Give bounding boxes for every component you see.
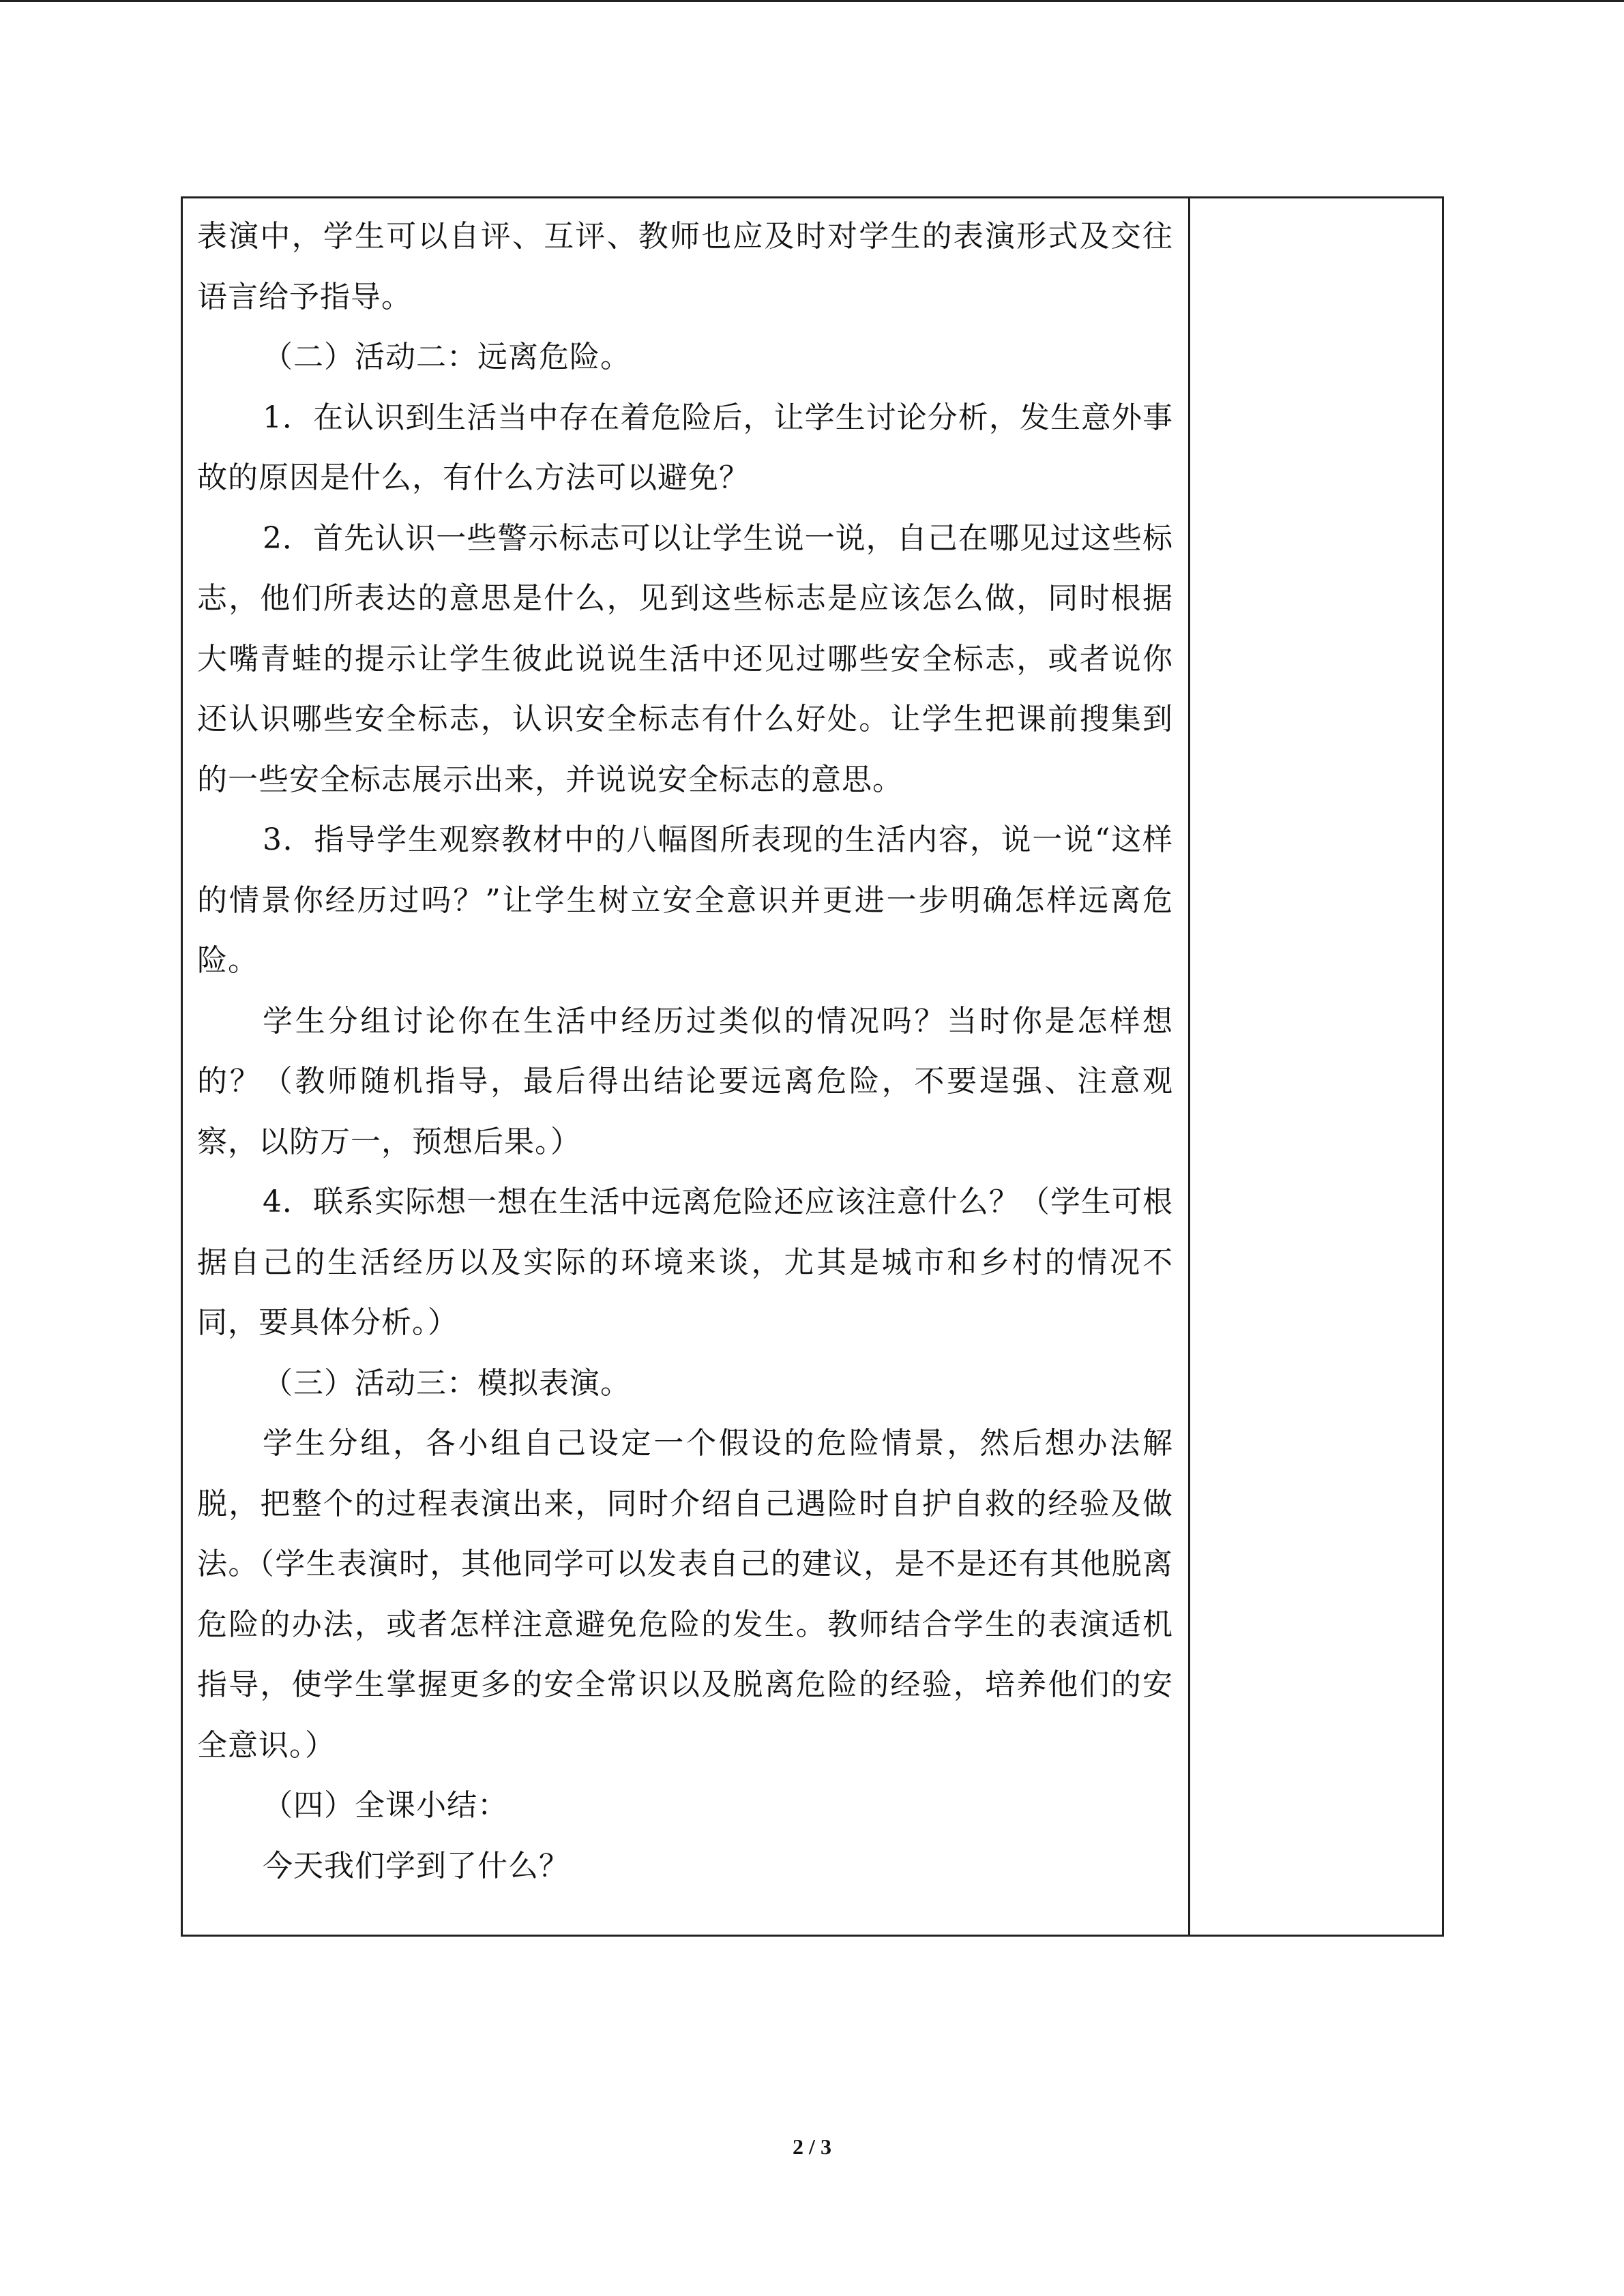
paragraph-activity-two-heading: （二）活动二：远离危险。 <box>263 340 631 374</box>
paragraph-step-1: 1．在认识到生活当中存在着危险后，让学生讨论分析，发生意外事故的原因是什么，有什么方法可以避免？ <box>197 400 1173 495</box>
lesson-plan-table <box>181 196 1444 1937</box>
paragraph-activity-three-heading: （三）活动三：模拟表演。 <box>263 1365 631 1401</box>
paragraph-step-2: 2．首先认识一些警示标志可以让学生说一说，自己在哪见过这些标志，他们所表达的意思是什么，见到这些标志是应该怎么做，同时根据大嘴青蛙的提示让学生彼此说说生活中还见过哪些安全标志，或者说你还认识哪些安全标志，认识安全标志有什么好处。让学生把课前搜集到的一些安全标志展示出来，并说说安全标志的意思。 <box>197 520 1173 797</box>
paragraph-step-3: 3．指导学生观察教材中的八幅图所表现的生活内容，说一说“这样的情景你经历过吗？”让学生树立安全意识并更进一步明确怎样远离危险。 <box>197 822 1173 978</box>
paragraph-intro: 表演中，学生可以自评、互评、教师也应及时对学生的表演形式及交往语言给予指导。 <box>197 219 1173 314</box>
lesson-content-cell <box>183 198 1190 1935</box>
paragraph-simulation: 学生分组，各小组自己设定一个假设的危险情景，然后想办法解脱，把整个的过程表演出来，同时介绍自己遇险时自护自救的经验及做法。（学生表演时，其他同学可以发表自己的建议，是不是还有其他脱离危险的办法，或者怎样注意避免危险的发生。教师结合学生的表演适机指导，使学生掌握更多的安全常识以及脱离危险的经验，培养他们的安全意识。） <box>197 1426 1173 1763</box>
paragraph-summary-question: 今天我们学到了什么？ <box>263 1848 570 1883</box>
paragraph-group-discussion: 学生分组讨论你在生活中经历过类似的情况吗？当时你是怎样想的？（教师随机指导，最后得出结论要远离危险，不要逞强、注意观察，以防万一，预想后果。） <box>197 1003 1173 1159</box>
page-top-rule <box>0 0 1624 2</box>
paragraph-summary-heading: （四）全课小结： <box>263 1788 508 1823</box>
paragraph-step-4: 4．联系实际想一想在生活中远离危险还应该注意什么？（学生可根据自己的生活经历以及实际的环境来谈，尤其是城市和乡村的情况不同，要具体分析。） <box>197 1184 1173 1340</box>
page-number: 2 / 3 <box>793 2134 831 2159</box>
notes-cell <box>1190 198 1442 1935</box>
